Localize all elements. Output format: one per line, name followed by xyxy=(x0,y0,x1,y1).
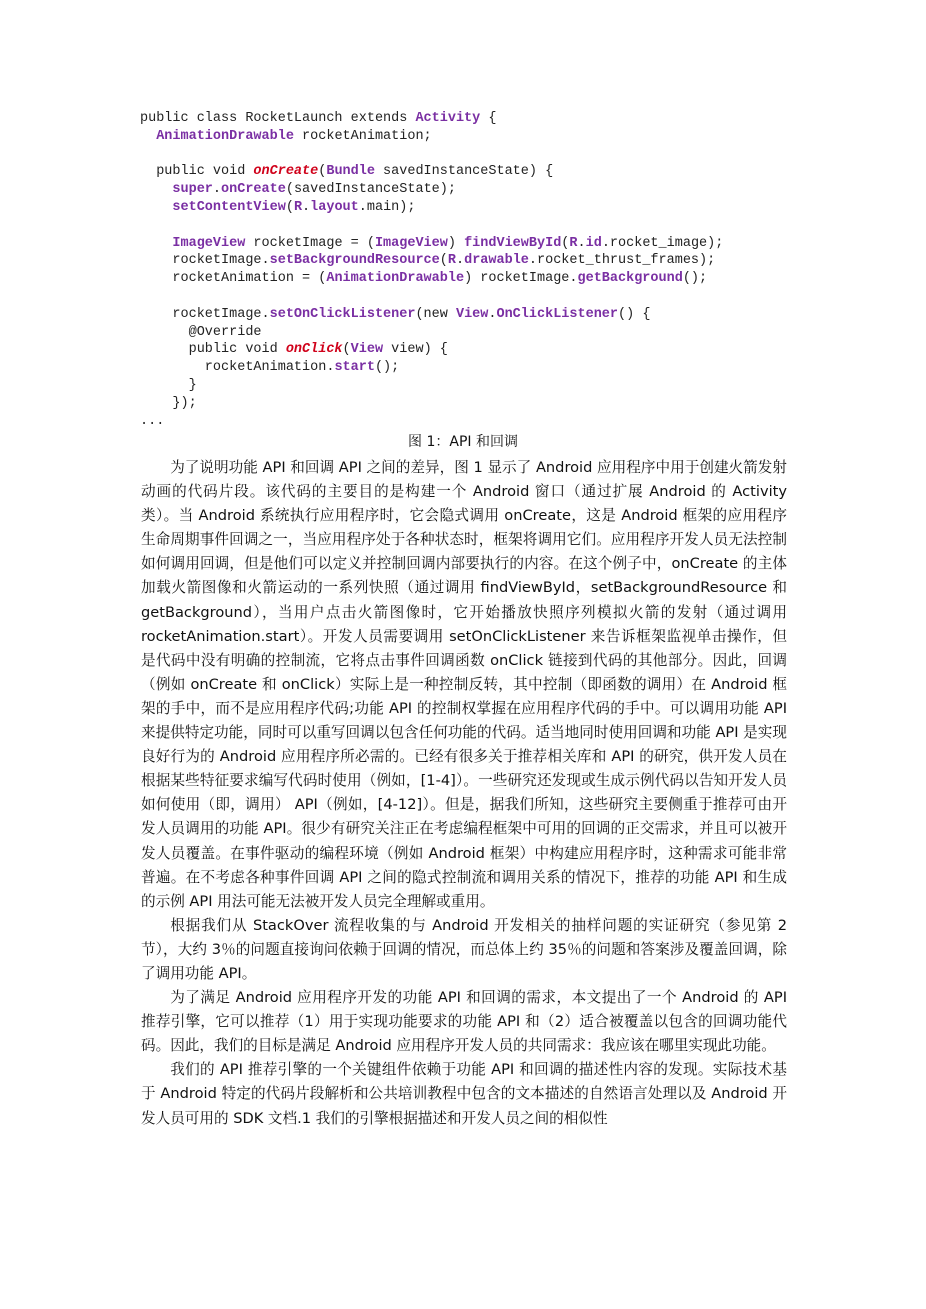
code-text: . xyxy=(488,306,497,322)
code-text: @Override xyxy=(140,324,262,340)
code-keyword: Bundle xyxy=(326,164,375,180)
code-keyword: getBackground xyxy=(577,271,683,287)
code-text xyxy=(140,129,156,144)
code-text: public void xyxy=(140,342,286,358)
figure-caption: 图 1：API 和回调 xyxy=(408,434,518,450)
code-line xyxy=(140,181,723,199)
code-line xyxy=(140,163,723,181)
code-keyword: super xyxy=(172,182,213,198)
code-line xyxy=(140,217,723,235)
code-line xyxy=(140,288,723,306)
code-text: . xyxy=(212,182,222,198)
code-text: public class RocketLaunch extends xyxy=(140,111,416,126)
code-text: () { xyxy=(618,306,651,322)
code-text: savedInstanceState) { xyxy=(374,164,554,180)
code-keyword: AnimationDrawable xyxy=(156,128,294,144)
code-keyword: layout xyxy=(310,199,359,215)
code-keyword: setContentView xyxy=(172,199,286,215)
code-line xyxy=(140,110,723,128)
code-line xyxy=(140,252,723,270)
code-text: .rocket_image); xyxy=(601,235,724,251)
code-text: . xyxy=(577,235,586,251)
code-keyword: id xyxy=(585,235,602,251)
paragraph-4: 我们的 API 推荐引擎的一个关键组件依赖于功能 API 和回调的描述性内容的发现。实际技术基于 Android 特定的代码片段解析和公共培训教程中包含的文本描述的自然语言处理以及 Android 开发人员可用的 SDK 文档.1 我们的引擎根据描述和开发人员之间的相似性 xyxy=(141,1061,787,1127)
code-keyword: onClick xyxy=(285,342,343,358)
code-text: ( xyxy=(318,164,327,180)
code-listing xyxy=(140,110,723,430)
code-text: ( xyxy=(439,253,448,269)
code-text: ( xyxy=(285,199,294,215)
code-keyword: View xyxy=(455,306,489,322)
code-text: rocketAnimation = ( xyxy=(140,271,327,287)
code-text: .rocket_thrust_frames); xyxy=(528,253,716,269)
code-text: } xyxy=(140,377,197,393)
code-keyword: OnClickListener xyxy=(496,306,619,322)
code-text: public void xyxy=(140,164,254,180)
code-text: (); xyxy=(374,360,400,376)
code-keyword: onCreate xyxy=(221,182,286,198)
code-keyword: drawable xyxy=(464,253,529,269)
code-line xyxy=(140,324,723,342)
code-line xyxy=(140,199,723,217)
code-line xyxy=(140,377,723,395)
code-keyword: setBackgroundResource xyxy=(269,253,440,269)
code-text xyxy=(140,200,172,215)
paragraph-2: 根据我们从 StackOver 流程收集的与 Android 开发相关的抽样问题的实证研究（参见第 2 节），大约 3％的问题直接询问依赖于回调的情况，而总体上约 35％的问题和答案涉及覆盖回调，除了调用功能 API。 xyxy=(141,916,787,982)
code-line xyxy=(140,341,723,359)
body-text xyxy=(141,456,787,1131)
code-text: . xyxy=(302,199,311,215)
code-keyword: R xyxy=(569,235,578,251)
code-keyword: ImageView xyxy=(374,235,448,251)
code-keyword: setOnClickListener xyxy=(269,306,416,322)
code-text: (new xyxy=(415,306,456,322)
paragraph-3: 为了满足 Android 应用程序开发的功能 API 和回调的需求，本文提出了一个 Android 的 API 推荐引擎，它可以推荐（1）用于实现功能要求的功能 API 和（2）适合被覆盖以包含的回调功能代码。因此，我们的目标是满足 Android 应用程序开发人员的共同需求：我应该在哪里实现此功能。 xyxy=(141,989,787,1055)
paragraph-1: 为了说明功能 API 和回调 API 之间的差异，图 1 显示了 Android 应用程序中用于创建火箭发射动画的代码片段。该代码的主要目的是构建一个 Android 窗口（通过扩展 Android 的 Activity 类）。当 Android 系统执行应用程序时，它会隐式调用 onCreate，这是 Android 框架的应用程序生命周期事件回调之一，当应用程序处于各种状态时，框架将调用它们。应用程序开发人员无法控制如何调用回调，但是他们可以定义并控制回调内部要执行的内容。在这个例子中，onCreate 的主体加载火箭图像和火箭运动的一系列快照（通过调用 findViewById，setBackgroundResource 和 getBackground），当用户点击火箭图像时，它开始播放快照序列模拟火箭的发射（通过调用 rocketAnimation.start）。开发人员需要调用 setOnClickListener 来告诉框架监视单击操作，但是代码中没有明确的控制流，它将点击事件回调函数 onClick 链接到代码的其他部分。因此，回调（例如 onCreate 和 onClick）实际上是一种控制反转，其中控制（即函数的调用）在 Android 框架的手中，而不是应用程序代码;功能 API 的控制权掌握在应用程序代码的手中。可以调用功能 API 来提供特定功能，同时可以重写回调以包含任何功能的代码。适当地同时使用回调和功能 API 是实现良好行为的 Android 应用程序所必需的。已经有很多关于推荐相关库和 API 的研究，供开发人员在根据某些特征要求编写代码时使用（例如，[1-4]）。一些研究还发现或生成示例代码以告知开发人员如何使用（即，调用） API（例如，[4-12]）。但是，据我们所知，这些研究主要侧重于推荐可由开发人员调用的功能 API。很少有研究关注正在考虑编程框架中可用的回调的正交需求，并且可以被开发人员覆盖。在事件驱动的编程环境（例如 Android 框架）中构建应用程序时，这种需求可能非常普遍。在不考虑各种事件回调 API 之间的隐式控制流和调用关系的情况下，推荐的功能 API 和生成的示例 API 用法可能无法被开发人员完全理解或重用。 xyxy=(141,459,787,910)
code-keyword: start xyxy=(334,360,375,376)
code-text xyxy=(140,236,172,251)
code-text: view) { xyxy=(383,342,448,358)
code-line xyxy=(140,270,723,288)
code-text: ( xyxy=(342,342,351,358)
code-text: }); xyxy=(140,395,197,411)
code-text: { xyxy=(480,111,497,126)
code-text: ) xyxy=(447,235,465,251)
code-line xyxy=(140,395,723,413)
code-text: ( xyxy=(561,235,570,251)
code-text: ) rocketImage. xyxy=(464,271,578,287)
code-text: rocketAnimation. xyxy=(140,360,335,376)
code-line xyxy=(140,146,723,164)
code-text: (savedInstanceState); xyxy=(285,182,456,198)
code-keyword: Activity xyxy=(415,111,481,126)
code-text: (); xyxy=(682,271,708,287)
code-keyword: onCreate xyxy=(253,164,319,180)
code-keyword: R xyxy=(447,253,456,269)
code-keyword: R xyxy=(293,199,303,215)
code-text: rocketImage. xyxy=(140,253,270,269)
code-text: rocketImage = ( xyxy=(245,235,375,251)
code-line xyxy=(140,128,723,146)
code-text: rocketImage. xyxy=(140,306,270,322)
code-text: rocketAnimation; xyxy=(293,128,432,144)
code-text: . xyxy=(455,253,465,269)
code-text: .main); xyxy=(358,199,416,215)
code-keyword: AnimationDrawable xyxy=(326,271,465,287)
code-text xyxy=(140,182,172,197)
code-line xyxy=(140,359,723,377)
code-keyword: findViewById xyxy=(464,235,562,251)
code-line xyxy=(140,306,723,324)
code-text: ... xyxy=(140,413,165,429)
code-keyword: View xyxy=(350,342,384,358)
code-line xyxy=(140,235,723,253)
code-line xyxy=(140,413,723,431)
code-keyword: ImageView xyxy=(172,235,246,251)
